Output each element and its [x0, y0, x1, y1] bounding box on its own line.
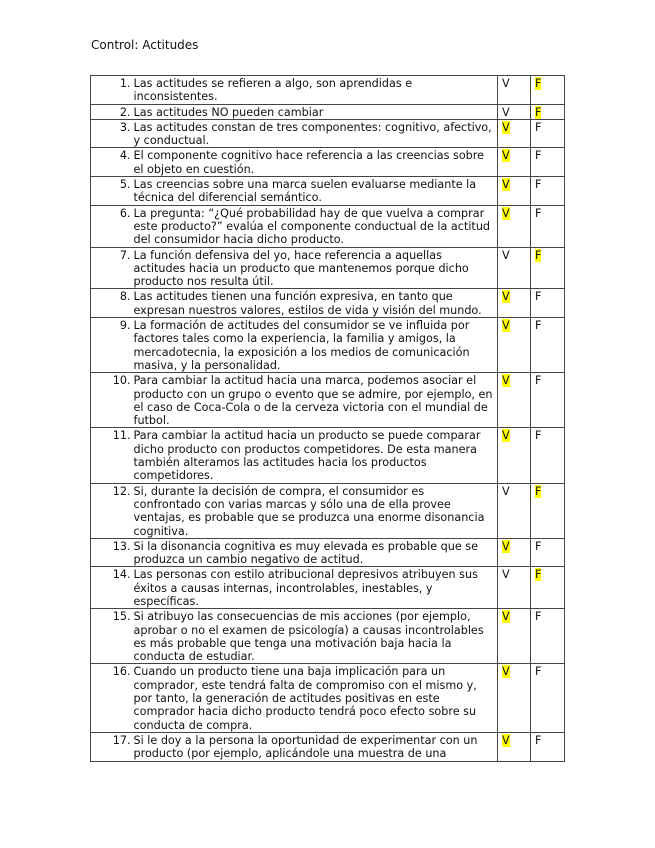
option-cell-v [498, 732, 531, 761]
question-text: La función defensiva del yo, hace referencia a aquellas actitudes hacia un producto que mantenemos porque dicho producto nos resulta útil. [134, 247, 498, 289]
selected-answer-v[interactable]: V [502, 610, 510, 624]
question-text: Las actitudes tienen una función expresiva, en tanto que expresan nuestros valores, estilos de vida y visión del mundo. [134, 289, 498, 318]
question-text: Las creencias sobre una marca suelen evaluarse mediante la técnica del diferencial semántico. [134, 177, 498, 206]
option-cell-v [498, 289, 531, 318]
option-f[interactable]: F [535, 319, 542, 333]
selected-answer-v[interactable]: V [502, 539, 510, 553]
question-text: Para cambiar la actitud hacia un producto se puede comparar dicho producto con productos competidores. De esta manera también alteramos las actitudes hacia los productos competidores. [134, 428, 498, 483]
option-cell-v [498, 664, 531, 732]
option-cell-f [531, 247, 565, 289]
option-cell-v [498, 538, 531, 567]
question-text: Si atribuyo las consecuencias de mis acciones (por ejemplo, aprobar o no el examen de psicología) a causas incontrolables es más probable que tenga una motivación baja hacia la conducta de estudiar. [134, 609, 498, 664]
question-text: Si la disonancia cognitiva es muy elevada es probable que se produzca un cambio negativo de actitud. [134, 538, 498, 567]
selected-answer-f[interactable]: F [535, 248, 542, 262]
table-row [91, 318, 565, 373]
option-f[interactable]: F [535, 665, 542, 679]
question-number: 2. [91, 104, 134, 119]
question-number: 6. [91, 205, 134, 247]
option-cell-f [531, 318, 565, 373]
question-number: 17. [91, 732, 134, 761]
table-row [91, 732, 565, 761]
table-row [91, 148, 565, 177]
option-cell-f [531, 373, 565, 428]
question-number: 15. [91, 609, 134, 664]
option-f[interactable]: F [535, 539, 542, 553]
question-text: Cuando un producto tiene una baja implicación para un comprador, este tendrá falta de compromiso con el mismo y, por tanto, la generación de actitudes positivas en este comprador hacia dicho producto tendrá poco efecto sobre su conducta de compra. [134, 664, 498, 732]
selected-answer-v[interactable]: V [502, 733, 510, 747]
page-title: Control: Actitudes [91, 38, 199, 52]
table-row [91, 373, 565, 428]
option-f[interactable]: F [535, 290, 542, 304]
question-text: La pregunta: “¿Qué probabilidad hay de que vuelva a comprar este producto?” evalúa el componente conductual de la actitud del consumidor hacia dicho producto. [134, 205, 498, 247]
table-row [91, 76, 565, 105]
selected-answer-v[interactable]: V [502, 665, 510, 679]
question-number: 16. [91, 664, 134, 732]
option-cell-f [531, 289, 565, 318]
option-v[interactable]: V [502, 568, 510, 582]
option-v[interactable]: V [502, 484, 510, 498]
table-row [91, 205, 565, 247]
option-cell-v [498, 247, 531, 289]
selected-answer-v[interactable]: V [502, 290, 510, 304]
option-cell-f [531, 119, 565, 148]
option-cell-v [498, 428, 531, 483]
option-v[interactable]: V [502, 105, 510, 119]
option-v[interactable]: V [502, 248, 510, 262]
option-f[interactable]: F [535, 610, 542, 624]
question-text: Las personas con estilo atribucional depresivos atribuyen sus éxitos a causas internas, incontrolables, inestables, y específicas. [134, 567, 498, 609]
option-cell-f [531, 567, 565, 609]
option-cell-v [498, 318, 531, 373]
option-f[interactable]: F [535, 374, 542, 388]
question-number: 4. [91, 148, 134, 177]
question-text: La formación de actitudes del consumidor se ve influida por factores tales como la experiencia, la familia y amigos, la mercadotecnia, la exposición a los medios de comunicación masiva, y la personalidad. [134, 318, 498, 373]
option-cell-v [498, 76, 531, 105]
selected-answer-v[interactable]: V [502, 149, 510, 163]
question-number: 10. [91, 373, 134, 428]
question-number: 9. [91, 318, 134, 373]
true-false-table [90, 75, 565, 762]
question-number: 7. [91, 247, 134, 289]
question-text: El componente cognitivo hace referencia a las creencias sobre el objeto en cuestión. [134, 148, 498, 177]
selected-answer-f[interactable]: F [535, 77, 542, 90]
option-f[interactable]: F [535, 120, 542, 134]
table-row [91, 664, 565, 732]
option-f[interactable]: F [535, 149, 542, 163]
question-text: Las actitudes constan de tres componentes: cognitivo, afectivo, y conductual. [134, 119, 498, 148]
option-cell-f [531, 732, 565, 761]
option-cell-v [498, 483, 531, 538]
option-cell-v [498, 119, 531, 148]
question-number: 14. [91, 567, 134, 609]
question-number: 13. [91, 538, 134, 567]
question-number: 5. [91, 177, 134, 206]
option-cell-f [531, 428, 565, 483]
question-text: Las actitudes se refieren a algo, son aprendidas e inconsistentes. [134, 76, 498, 105]
option-cell-v [498, 373, 531, 428]
option-cell-f [531, 538, 565, 567]
option-cell-f [531, 664, 565, 732]
option-cell-v [498, 148, 531, 177]
option-cell-v [498, 177, 531, 206]
table-row [91, 567, 565, 609]
option-cell-f [531, 205, 565, 247]
selected-answer-v[interactable]: V [502, 319, 510, 333]
option-f[interactable]: F [535, 733, 542, 747]
selected-answer-f[interactable]: F [535, 105, 542, 119]
option-v[interactable]: V [502, 77, 510, 90]
option-cell-f [531, 104, 565, 119]
option-f[interactable]: F [535, 429, 542, 443]
question-text: Si, durante la decisión de compra, el consumidor es confrontado con varias marcas y sólo una de ella provee ventajas, es probable que se produzca una enorme disonancia cognitiva. [134, 483, 498, 538]
table-row [91, 247, 565, 289]
table-row [91, 177, 565, 206]
option-cell-v [498, 104, 531, 119]
selected-answer-f[interactable]: F [535, 568, 542, 582]
table-row [91, 428, 565, 483]
option-f[interactable]: F [535, 178, 542, 192]
selected-answer-v[interactable]: V [502, 120, 510, 134]
selected-answer-v[interactable]: V [502, 374, 510, 388]
table-row [91, 104, 565, 119]
question-list [91, 76, 565, 762]
selected-answer-v[interactable]: V [502, 429, 510, 443]
table-row [91, 289, 565, 318]
selected-answer-v[interactable]: V [502, 178, 510, 192]
table-row [91, 119, 565, 148]
question-text: Para cambiar la actitud hacia una marca, podemos asociar el producto con un grupo o evento que se admire, por ejemplo, en el caso de Coca-Cola o de la cerveza victoria con el mundial de futbol. [134, 373, 498, 428]
option-f[interactable]: F [535, 206, 542, 220]
table-row [91, 538, 565, 567]
option-cell-f [531, 148, 565, 177]
option-cell-v [498, 567, 531, 609]
selected-answer-f[interactable]: F [535, 484, 542, 498]
option-cell-f [531, 177, 565, 206]
option-cell-v [498, 205, 531, 247]
selected-answer-v[interactable]: V [502, 206, 510, 220]
table-row [91, 483, 565, 538]
option-cell-f [531, 483, 565, 538]
table-row [91, 609, 565, 664]
option-cell-f [531, 609, 565, 664]
option-cell-f [531, 76, 565, 105]
question-number: 8. [91, 289, 134, 318]
question-number: 11. [91, 428, 134, 483]
question-number: 12. [91, 483, 134, 538]
question-number: 3. [91, 119, 134, 148]
question-text: Si le doy a la persona la oportunidad de experimentar con un producto (por ejemplo, aplicándole una muestra de una [134, 732, 498, 761]
option-cell-v [498, 609, 531, 664]
question-text: Las actitudes NO pueden cambiar [134, 104, 498, 119]
question-number: 1. [91, 76, 134, 105]
